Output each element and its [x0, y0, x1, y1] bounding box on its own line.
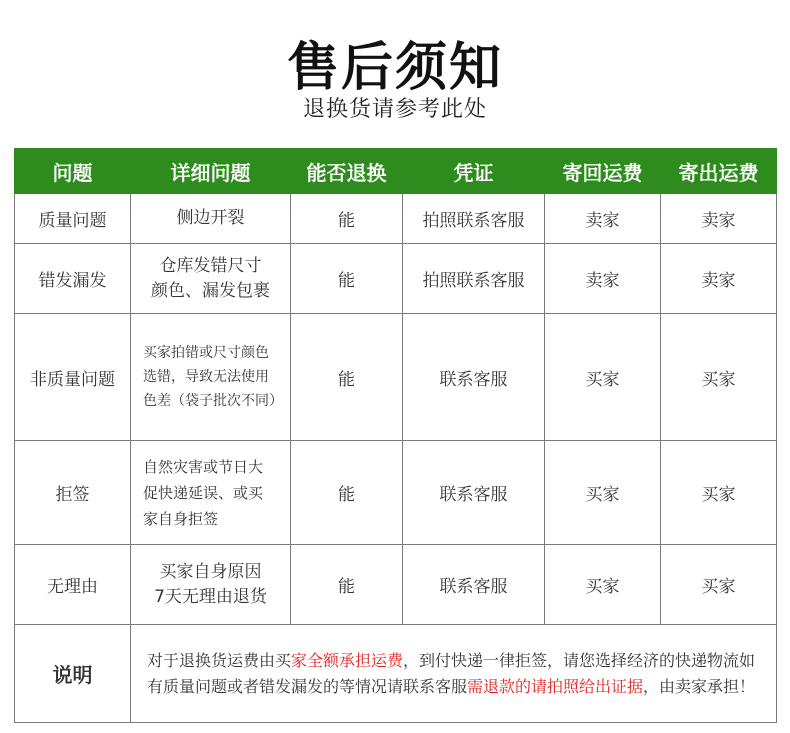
- note-text: [131, 625, 777, 723]
- detail-line: 侧边开裂: [176, 208, 245, 228]
- col-header-send-fee: 寄出运费: [661, 149, 777, 194]
- detail-line: 选错，导致无法使用: [143, 369, 269, 385]
- proof-cell: 联系客服: [403, 545, 545, 625]
- return-fee-cell: 卖家: [545, 194, 661, 244]
- return-fee-cell: 买家: [545, 314, 661, 441]
- detail-line: 7天无理由退货: [154, 586, 267, 607]
- note-row: [15, 625, 777, 723]
- issue-cell: 质量问题: [15, 194, 131, 244]
- table-row: [15, 545, 777, 625]
- note-highlight: 需退款的请拍照给出证据: [467, 676, 644, 696]
- table-row: [15, 244, 777, 314]
- detail-line: 仓库发错尺寸: [159, 255, 262, 276]
- returnable-cell: 能: [291, 194, 403, 244]
- proof-cell: 拍照联系客服: [403, 244, 545, 314]
- detail-cell: [131, 244, 291, 314]
- proof-cell: 拍照联系客服: [403, 194, 545, 244]
- detail-cell: [131, 441, 291, 545]
- col-header-proof: 凭证: [403, 149, 545, 194]
- page-subtitle: 退换货请参考此处: [302, 97, 487, 122]
- col-header-issue: 问题: [15, 149, 131, 194]
- issue-cell: 非质量问题: [15, 314, 131, 441]
- send-fee-cell: 卖家: [661, 244, 777, 314]
- table-row: [15, 314, 777, 441]
- table-row: [15, 194, 777, 244]
- returnable-cell: 能: [291, 314, 403, 441]
- returnable-cell: 能: [291, 441, 403, 545]
- note-highlight: 家全额承担运费: [291, 650, 404, 670]
- detail-cell: [131, 314, 291, 441]
- send-fee-cell: 卖家: [661, 194, 777, 244]
- table-header-row: [15, 149, 777, 194]
- detail-line: 色差（袋子批次不同）: [143, 393, 283, 409]
- return-fee-cell: 卖家: [545, 244, 661, 314]
- return-fee-cell: 买家: [545, 545, 661, 625]
- detail-line: 买家拍错或尺寸颜色: [143, 345, 269, 361]
- col-header-detail: 详细问题: [131, 149, 291, 194]
- send-fee-cell: 买家: [661, 545, 777, 625]
- note-label: 说明: [15, 625, 131, 723]
- proof-cell: 联系客服: [403, 441, 545, 545]
- returnable-cell: 能: [291, 545, 403, 625]
- issue-cell: 拒签: [15, 441, 131, 545]
- detail-line: 促快递延误、或买: [143, 483, 264, 502]
- detail-cell: [131, 545, 291, 625]
- col-header-return-fee: 寄回运费: [545, 149, 661, 194]
- note-text-part: 对于退换货运费由买: [147, 650, 292, 670]
- page-title: 售后须知: [286, 38, 503, 98]
- detail-line: 颜色、漏发包裹: [151, 280, 270, 301]
- detail-line: 家自身拒签: [143, 509, 219, 528]
- return-fee-cell: 买家: [545, 441, 661, 545]
- issue-cell: 无理由: [15, 545, 131, 625]
- send-fee-cell: 买家: [661, 314, 777, 441]
- send-fee-cell: 买家: [661, 441, 777, 545]
- table-row: [15, 441, 777, 545]
- note-text-part: ，到付快递一律拒签，请您选择经济的快递物流如有质量问题或者错发漏发的等情况请联系客服: [147, 650, 756, 696]
- col-header-returnable: 能否退换: [291, 149, 403, 194]
- proof-cell: 联系客服: [403, 314, 545, 441]
- detail-cell: [131, 194, 291, 244]
- note-text-part: ，由卖家承担！: [643, 676, 756, 696]
- detail-line: 自然灾害或节日大: [143, 457, 264, 476]
- returnable-cell: 能: [291, 244, 403, 314]
- detail-line: 买家自身原因: [159, 561, 262, 582]
- after-sales-table: [14, 148, 777, 723]
- issue-cell: 错发漏发: [15, 244, 131, 314]
